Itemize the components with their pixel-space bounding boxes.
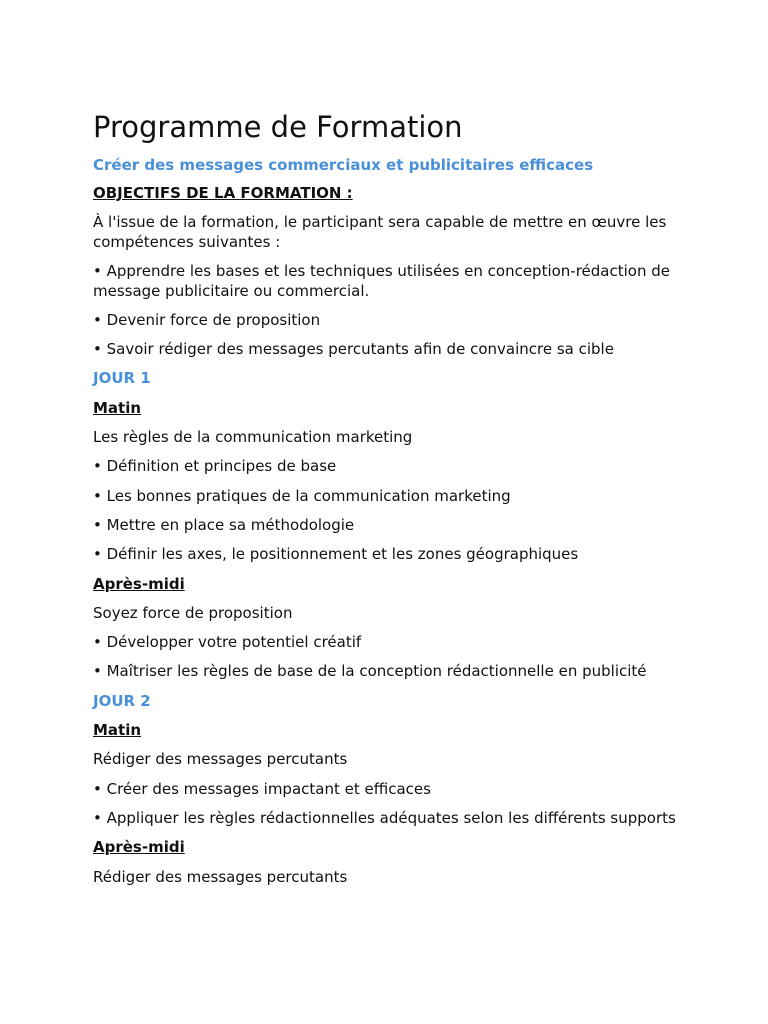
day1-morning-heading: Matin (93, 398, 142, 417)
document-title: Programme de Formation (93, 110, 463, 144)
day1-morning-item: • Définition et principes de base (93, 457, 337, 476)
day2-morning-heading: Matin (93, 721, 142, 740)
objective-item: • Savoir rédiger des messages percutants afin de convaincre sa cible (93, 340, 614, 359)
day2-afternoon-heading: Après-midi (93, 838, 185, 857)
day1-afternoon-topic: Soyez force de proposition (93, 603, 293, 622)
day1-morning-item: • Mettre en place sa méthodologie (93, 515, 355, 534)
document-page (93, 108, 683, 897)
day2-morning-topic: Rédiger des messages percutants (93, 750, 348, 769)
objectives-heading: OBJECTIFS DE LA FORMATION : (93, 184, 353, 202)
day1-afternoon-item: • Maîtriser les règles de base de la conception rédactionnelle en publicité (93, 662, 647, 681)
day1-heading: JOUR 1 (93, 369, 151, 388)
day2-heading: JOUR 2 (93, 691, 151, 710)
day1-afternoon-heading: Après-midi (93, 574, 185, 593)
day1-morning-topic: Les règles de la communication marketing (93, 428, 413, 447)
day2-afternoon-topic: Rédiger des messages percutants (93, 867, 348, 886)
day1-afternoon-item: • Développer votre potentiel créatif (93, 633, 362, 652)
objective-item: • Apprendre les bases et les techniques utilisées en conception-rédaction de message publicitaire ou commercial. (93, 262, 671, 300)
document-subtitle: Créer des messages commerciaux et publicitaires efficaces (93, 156, 594, 174)
objectives-intro: À l'issue de la formation, le participant sera capable de mettre en œuvre les compétences suivantes : (93, 213, 667, 251)
day2-morning-item: • Appliquer les règles rédactionnelles adéquates selon les différents supports (93, 808, 676, 827)
day2-morning-item: • Créer des messages impactant et efficaces (93, 779, 431, 798)
day1-morning-item: • Définir les axes, le positionnement et les zones géographiques (93, 545, 579, 564)
objective-item: • Devenir force de proposition (93, 310, 321, 329)
day1-morning-item: • Les bonnes pratiques de la communication marketing (93, 486, 511, 505)
